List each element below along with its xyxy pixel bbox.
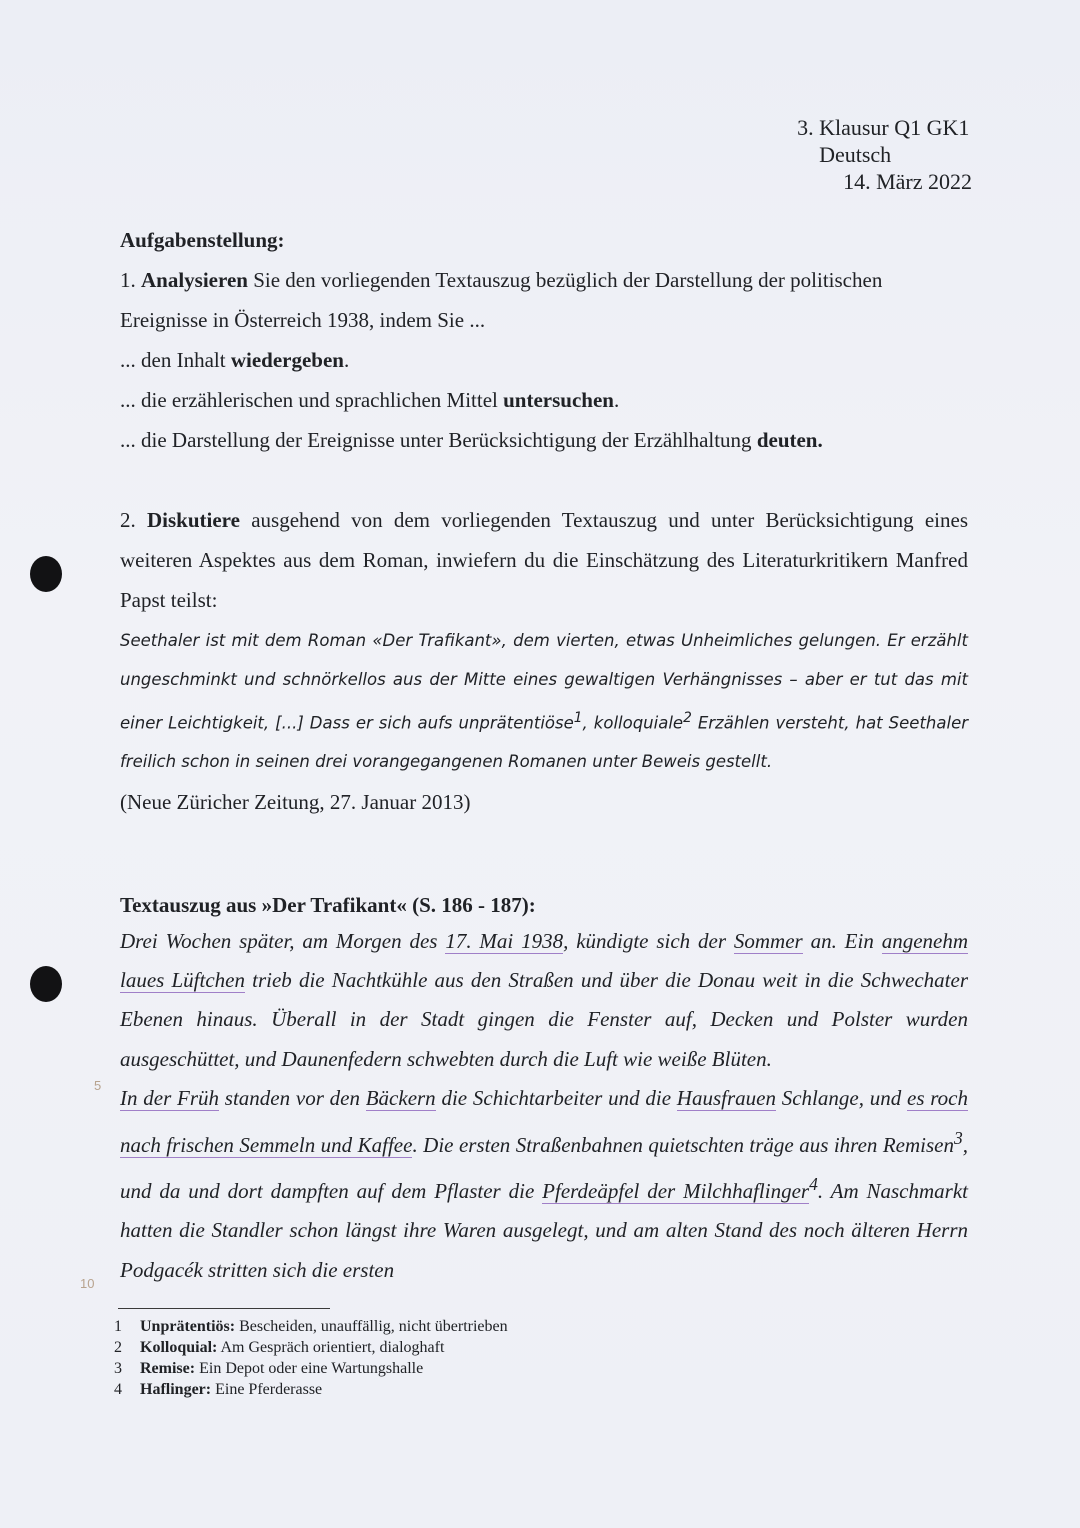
excerpt-segment: standen vor den — [219, 1086, 366, 1111]
task-1-verb: Analysieren — [141, 268, 248, 292]
highlight-date: 17. Mai 1938 — [445, 928, 564, 953]
quote-part-a: Seethaler ist mit dem Roman «Der Trafikant», dem vierten, etwas Unheimliches gelungen. Er erzählt ungeschminkt und schnörkellos aus der Mitte eines gewaltigen Verhängnisses – aber er tut das mit einer Leichtigkeit, [...] Dass er sich aufs unprätentiöse — [120, 631, 968, 733]
task-1-sub-3-verb: deuten. — [756, 428, 823, 452]
task-1-intro — [120, 260, 968, 340]
task-1 — [120, 260, 968, 460]
footnote-ref-1: 1 — [573, 710, 583, 726]
exam-title: 3. Klausur Q1 GK1 — [797, 115, 970, 140]
highlight-bakers: Bäckern — [365, 1086, 436, 1111]
footnote-ref-2: 2 — [683, 710, 692, 726]
excerpt-segment: , und da und dort dampften auf dem Pflaster die — [120, 1132, 968, 1203]
highlight-housewives: Hausfrauen — [676, 1086, 776, 1111]
highlight-horses: Pferdeäpfel der Milchhaflinger — [542, 1178, 810, 1203]
task-2 — [120, 500, 968, 620]
quote-source: (Neue Züricher Zeitung, 27. Januar 2013) — [120, 789, 471, 814]
quote-part-b: , kolloquiale — [582, 713, 684, 733]
footnotes — [114, 1316, 508, 1400]
excerpt-segment: . Die ersten Straßenbahnen quietschten träge aus ihren Remisen — [412, 1132, 954, 1157]
task-2-text: ausgehend von dem vorliegenden Textauszug und unter Berücksichtigung eines weiteren Aspektes aus dem Roman, inwiefern du die Einschätzung des Literaturkritikern Manfred Papst teilst: — [120, 508, 968, 612]
footnote-number: 4 — [114, 1381, 122, 1398]
exam-subject: Deutsch — [819, 142, 892, 167]
line-number-5: 5 — [94, 1078, 102, 1093]
task-1-sub-1 — [120, 340, 968, 380]
footnote-definition: Bescheiden, unauffällig, nicht übertrieben — [235, 1318, 508, 1335]
task-1-sub-1-end: . — [343, 348, 350, 372]
footnote-1 — [114, 1316, 508, 1337]
excerpt-segment: Schlange, und — [775, 1086, 907, 1111]
excerpt-segment: an. Ein — [802, 928, 882, 953]
quote-part-c: Erzählen versteht, hat Seethaler freilich schon in seinen drei vorangegangenen Romanen unter Beweis gestellt. — [120, 713, 969, 771]
task-heading: Aufgabenstellung: — [120, 228, 285, 252]
exam-date: 14. März 2022 — [843, 169, 972, 194]
footnote-divider — [118, 1308, 330, 1309]
footnote-ref-3: 3 — [954, 1127, 963, 1148]
footnote-number: 3 — [114, 1360, 122, 1377]
excerpt-segment: , kündigte sich der — [563, 928, 734, 953]
exam-content — [120, 226, 968, 1290]
footnote-3 — [114, 1358, 508, 1379]
footnote-number: 2 — [114, 1339, 122, 1356]
excerpt-segment: . Am Naschmarkt hatten die Standler schon längst ihre Waren ausgelegt, und am alten Stand des noch älteren Herrn Podgacék stritten sich die ersten — [120, 1178, 968, 1282]
task-1-sub-1-text: ... den Inhalt — [120, 348, 231, 372]
highlight-smell: es roch nach frischen Semmeln und Kaffee — [120, 1086, 968, 1157]
highlight-summer: Sommer — [733, 928, 803, 953]
footnote-term: Unprätentiös: — [140, 1318, 236, 1335]
footnote-4 — [114, 1379, 508, 1400]
task-1-sub-3-text: ... die Darstellung der Ereignisse unter Berücksichtigung der Erzählhaltung — [120, 428, 757, 452]
task-1-sub-1-verb: wiedergeben — [230, 348, 344, 372]
footnote-2 — [114, 1337, 508, 1358]
excerpt-segment: Drei Wochen später, am Morgen des — [120, 928, 446, 953]
footnote-definition: Eine Pferderasse — [211, 1381, 323, 1398]
critic-quote — [120, 622, 968, 782]
task-2-number: 2. — [120, 508, 136, 532]
task-1-sub-2-end: . — [613, 388, 620, 412]
footnote-definition: Am Gespräch orientiert, dialoghaft — [217, 1339, 445, 1356]
task-1-sub-2 — [120, 380, 968, 420]
highlight-early: In der Früh — [120, 1086, 220, 1111]
exam-header — [797, 114, 972, 195]
footnote-term: Remise: — [140, 1360, 196, 1377]
excerpt-segment: die Schichtarbeiter und die — [435, 1086, 677, 1111]
excerpt-title: Textauszug aus »Der Trafikant« (S. 186 - 187): — [120, 892, 536, 917]
footnote-number: 1 — [114, 1318, 122, 1335]
highlight-breeze: angenehm laues Lüftchen — [120, 928, 968, 992]
line-number-10: 10 — [80, 1276, 95, 1291]
task-1-text: Sie den vorliegenden Textauszug bezüglich der Darstellung der politischen Ereignisse in Österreich 1938, indem Sie ... — [120, 268, 883, 332]
task-1-sub-3 — [120, 420, 968, 460]
footnote-ref-4: 4 — [809, 1173, 818, 1194]
punch-hole-bottom — [30, 966, 62, 1002]
excerpt-text — [120, 922, 968, 1291]
footnote-term: Kolloquial: — [140, 1339, 218, 1356]
punch-hole-top — [30, 556, 62, 592]
task-1-sub-2-text: ... die erzählerischen und sprachlichen Mittel — [120, 388, 504, 412]
excerpt-segment: trieb die Nachtkühle aus den Straßen und über die Donau weit in die Schwechater Ebenen hinaus. Überall in der Stadt gingen die Fenster auf, Decken und Polster wurden ausgeschüttet, und Daunenfedern schwebten durch die Luft wie weiße Blüten. — [120, 967, 969, 1071]
task-2-verb: Diskutiere — [147, 508, 240, 532]
task-1-number: 1. — [120, 268, 136, 292]
task-1-sub-2-verb: untersuchen — [503, 388, 614, 412]
footnote-definition: Ein Depot oder eine Wartungshalle — [195, 1360, 424, 1377]
footnote-term: Haflinger: — [140, 1381, 212, 1398]
